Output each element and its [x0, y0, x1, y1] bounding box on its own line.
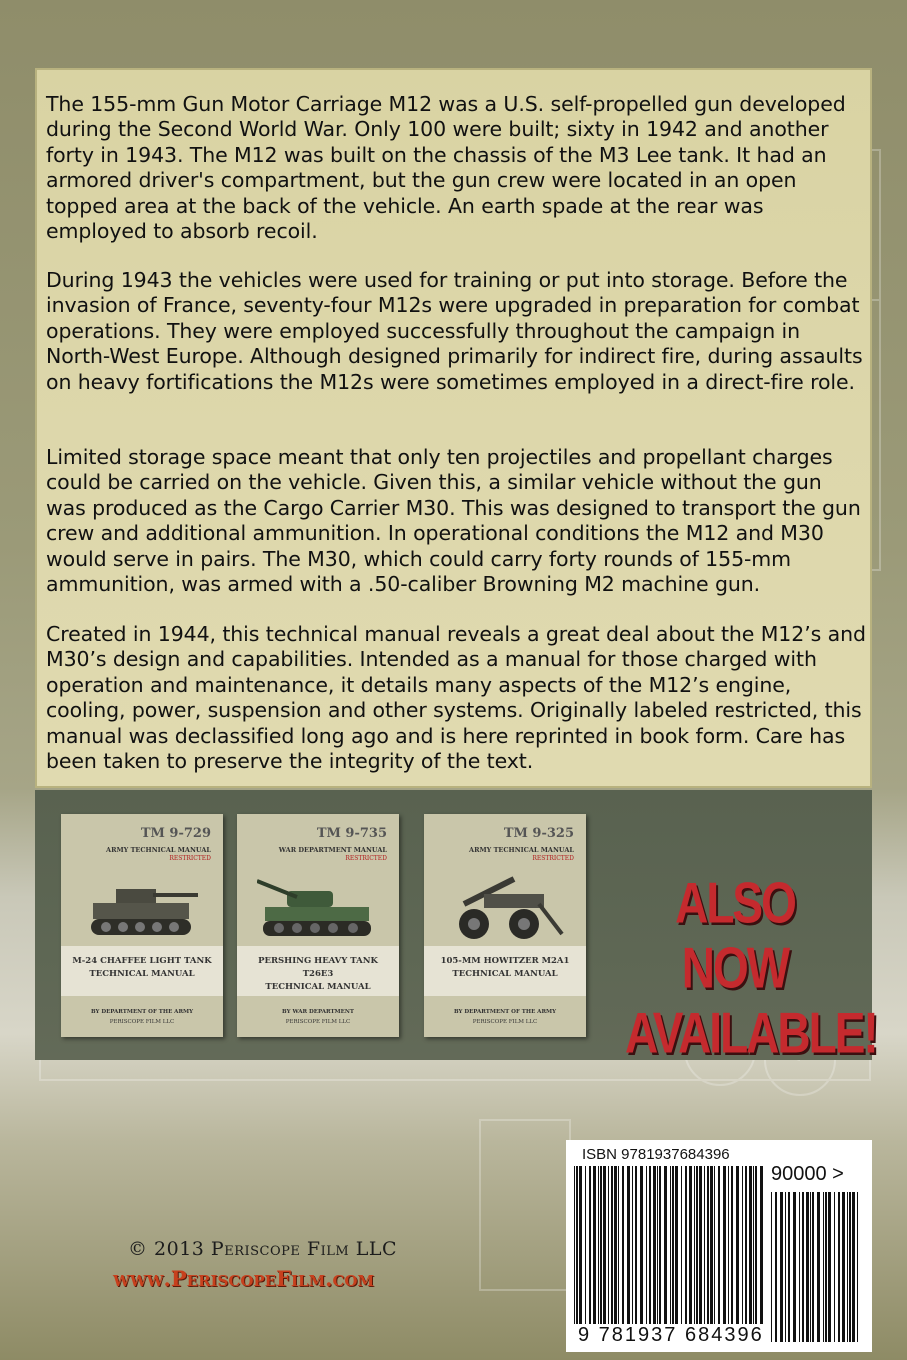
- barcode-bar: [681, 1166, 682, 1324]
- book-department: BY WAR DEPARTMENT: [282, 1009, 354, 1015]
- book-department: BY DEPARTMENT OF THE ARMY: [90, 1009, 194, 1015]
- barcode-bar: [810, 1192, 811, 1342]
- book-tm-number: TM 9-729: [140, 826, 211, 841]
- barcode-bar: [825, 1192, 827, 1342]
- barcode-bar: [745, 1166, 747, 1324]
- barcode-bar: [785, 1192, 786, 1342]
- barcode-bar: [806, 1192, 809, 1342]
- book-publisher: PERISCOPE FILM LLC: [285, 1019, 351, 1025]
- barcode-bar: [593, 1166, 596, 1324]
- barcode-bar: [749, 1166, 752, 1324]
- barcode-bar: [608, 1166, 609, 1324]
- barcode-bar: [603, 1166, 606, 1324]
- description-panel: [35, 68, 872, 788]
- howitzer-icon: [444, 869, 564, 944]
- barcode-bar: [847, 1192, 848, 1342]
- barcode-bar: [614, 1166, 617, 1324]
- barcode-bar: [852, 1192, 855, 1342]
- barcode-bar: [672, 1166, 674, 1324]
- barcode-bar: [728, 1166, 729, 1324]
- barcode-bar: [838, 1192, 840, 1342]
- publisher-website-link[interactable]: www.PeriscopeFilm.com: [113, 1266, 375, 1291]
- barcode-bar: [670, 1166, 671, 1324]
- barcode-bar: [649, 1166, 651, 1324]
- barcode-bar: [632, 1166, 633, 1324]
- barcode-bar: [812, 1192, 814, 1342]
- ean-barcode-bars: [574, 1166, 764, 1348]
- barcode-bar: [618, 1166, 619, 1324]
- book-publisher: PERISCOPE FILM LLC: [472, 1019, 538, 1025]
- barcode-bar: [775, 1192, 777, 1342]
- book-title-line-1: 105-MM HOWITZER M2A1: [440, 956, 570, 966]
- heavy-tank-icon: [257, 869, 377, 944]
- isbn-label: ISBN 9781937684396: [582, 1146, 730, 1163]
- promo-line-2: AVAILABLE!: [625, 1000, 877, 1065]
- light-tank-icon: [81, 869, 201, 944]
- barcode-bar: [817, 1192, 820, 1342]
- also-now-available-promo: [625, 870, 877, 1065]
- barcode-bar: [640, 1166, 643, 1324]
- barcode-bar: [589, 1166, 591, 1324]
- book-title: [430, 955, 580, 981]
- book-title-line-2: TECHNICAL MANUAL: [89, 969, 195, 979]
- book-title-line-1: M-24 CHAFFEE LIGHT TANK: [72, 956, 212, 966]
- barcode-bar: [600, 1166, 602, 1324]
- barcode-bar: [646, 1166, 647, 1324]
- barcode-bar: [753, 1166, 754, 1324]
- barcode-bar: [793, 1192, 796, 1342]
- barcode-bar: [731, 1166, 733, 1324]
- book-department: BY DEPARTMENT OF THE ARMY: [453, 1009, 557, 1015]
- barcode-bar: [622, 1166, 624, 1324]
- barcode-bar: [627, 1166, 630, 1324]
- barcode-bar: [699, 1166, 702, 1324]
- isbn-barcode: [566, 1140, 872, 1352]
- book-title-line-2: TECHNICAL MANUAL: [265, 982, 371, 992]
- barcode-bar: [579, 1166, 582, 1324]
- barcode-bar: [742, 1166, 743, 1324]
- description-paragraph-2: During 1943 the vehicles were used for training or put into storage. Before the invasion of France, seventy-four M12s were upgraded in preparation for combat operations. They were employed successfully throughout the campaign in North-West Europe. Although designed primarily for indirect fire, during assaults on heavy fortifications the M12s were sometimes employed in a direct-fire role.: [46, 268, 863, 394]
- barcode-bar: [760, 1166, 763, 1324]
- barcode-bar: [585, 1166, 586, 1324]
- barcode-bar: [718, 1166, 720, 1324]
- book-series: ARMY TECHNICAL MANUAL: [469, 846, 574, 854]
- barcode-bar: [723, 1166, 726, 1324]
- barcode-bar: [689, 1166, 692, 1324]
- barcode-bar: [659, 1166, 661, 1324]
- barcode-bar: [849, 1192, 851, 1342]
- barcode-bar: [771, 1192, 772, 1342]
- barcode-bar: [710, 1166, 713, 1324]
- book-tm-number: TM 9-735: [316, 826, 387, 841]
- book-tm-number: TM 9-325: [503, 826, 574, 841]
- barcode-bar: [842, 1192, 845, 1342]
- barcode-bar: [574, 1166, 575, 1324]
- price-addon-barcode-bars: [771, 1192, 863, 1342]
- barcode-bar: [834, 1192, 835, 1342]
- promo-line-1: ALSO NOW: [675, 870, 795, 1000]
- isbn-digits: 9 781937 684396: [578, 1324, 764, 1346]
- barcode-bar: [611, 1166, 613, 1324]
- barcode-bar: [714, 1166, 715, 1324]
- barcode-bar: [653, 1166, 656, 1324]
- book-restricted-stamp: RESTRICTED: [345, 855, 387, 862]
- barcode-bar: [657, 1166, 658, 1324]
- barcode-bar: [635, 1166, 637, 1324]
- barcode-bar: [696, 1166, 698, 1324]
- book-title: [67, 955, 217, 981]
- barcode-bar: [694, 1166, 695, 1324]
- book-title: [243, 955, 393, 994]
- book-cover-pershing[interactable]: [237, 814, 399, 1037]
- barcode-bar: [823, 1192, 824, 1342]
- barcode-bar: [799, 1192, 800, 1342]
- book-series: WAR DEPARTMENT MANUAL: [278, 846, 387, 854]
- book-series: ARMY TECHNICAL MANUAL: [106, 846, 211, 854]
- book-restricted-stamp: RESTRICTED: [169, 855, 211, 862]
- price-code: 90000 >: [771, 1163, 844, 1185]
- book-cover-howitzer[interactable]: [424, 814, 586, 1037]
- barcode-bar: [802, 1192, 804, 1342]
- description-paragraph-3: Limited storage space meant that only ten projectiles and propellant charges could be carried on the vehicle. Given this, a similar vehicle without the gun was produced as the Cargo Carrier M30. This was designed to transport the gun crew and additional ammunition. In operational conditions the M12 and M30 would serve in pairs. The M30, which could carry forty rounds of 155-mm ammunition, was armed with a .50-caliber Browning M2 machine gun.: [46, 445, 861, 597]
- barcode-bar: [707, 1166, 709, 1324]
- barcode-bar: [788, 1192, 790, 1342]
- book-cover-chaffee[interactable]: [61, 814, 223, 1037]
- book-title-line-2: TECHNICAL MANUAL: [452, 969, 558, 979]
- copyright-notice: © 2013 Periscope Film LLC: [128, 1238, 397, 1260]
- barcode-bar: [736, 1166, 739, 1324]
- book-title-line-1: PERSHING HEAVY TANK T26E3: [258, 956, 378, 979]
- book-restricted-stamp: RESTRICTED: [532, 855, 574, 862]
- barcode-bar: [685, 1166, 687, 1324]
- barcode-bar: [675, 1166, 678, 1324]
- book-publisher: PERISCOPE FILM LLC: [109, 1019, 175, 1025]
- description-paragraph-4: Created in 1944, this technical manual reveals a great deal about the M12’s and M30’s design and capabilities. Intended as a manual for those charged with operation and maintenance, it details many aspects of the M12’s engine, cooling, power, suspension and other systems. Originally labeled restricted, this manual was declassified long ago and is here reprinted in book form. Care has been taken to preserve the integrity of the text.: [46, 622, 866, 774]
- barcode-bar: [576, 1166, 578, 1324]
- barcode-bar: [598, 1166, 599, 1324]
- barcode-bar: [704, 1166, 705, 1324]
- barcode-bar: [857, 1192, 858, 1342]
- barcode-bar: [664, 1166, 667, 1324]
- barcode-bar: [780, 1192, 783, 1342]
- barcode-bar: [828, 1192, 831, 1342]
- description-paragraph-1: The 155-mm Gun Motor Carriage M12 was a U.S. self-propelled gun developed during the Second World War. Only 100 were built; sixty in 1942 and another forty in 1943. The M12 was built on the chassis of the M3 Lee tank. It had an armored driver's compartment, but the gun crew were located in an open topped area at the back of the vehicle. An earth spade at the rear was employed to absorb recoil.: [46, 92, 846, 244]
- barcode-bar: [755, 1166, 757, 1324]
